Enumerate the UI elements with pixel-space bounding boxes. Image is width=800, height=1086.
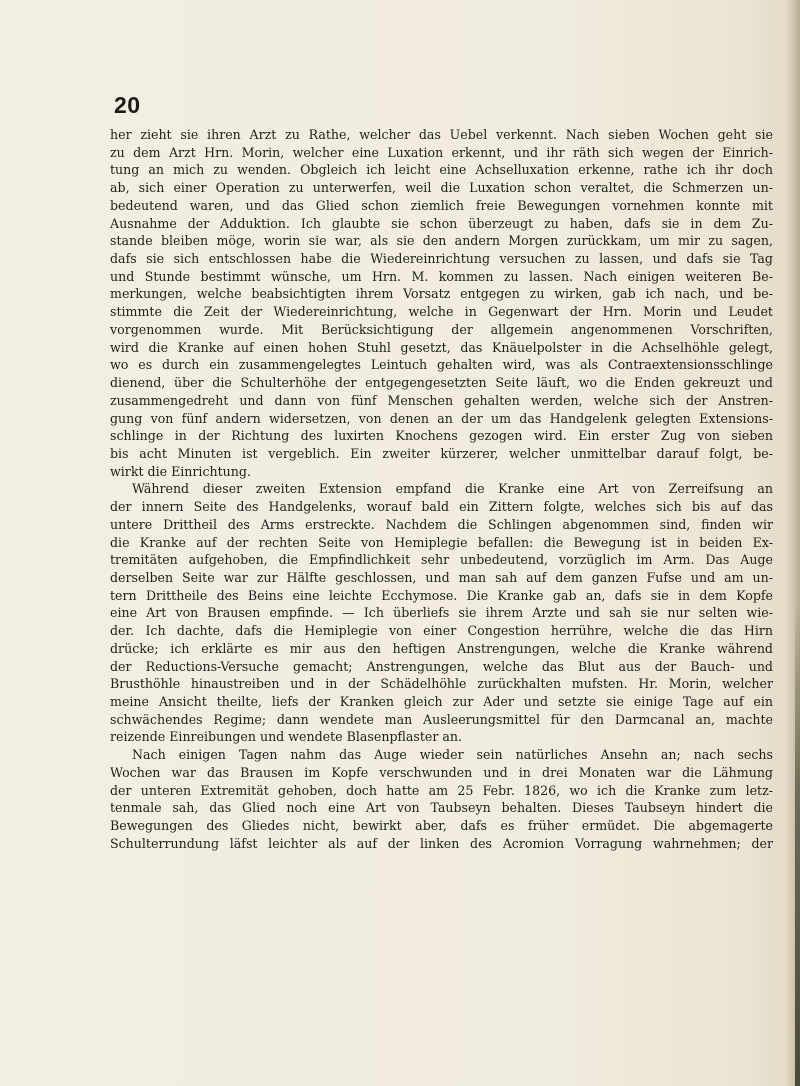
text-line: bis acht Minuten ist vergeblich. Ein zweiter kürzerer, welcher unmittelbar darauf folgt, be- — [110, 445, 773, 461]
text-line: die Kranke auf der rechten Seite von Hemiplegie befallen: die Bewegung ist in beiden Ex- — [110, 534, 773, 550]
text-line: derselben Seite war zur Hälfte geschlossen, und man sah auf dem ganzen Fufse und am un- — [110, 569, 773, 585]
text-line: tern Drittheile des Beins eine leichte Ecchymose. Die Kranke gab an, dafs sie in dem Kopfe — [110, 587, 773, 603]
text-line: reizende Einreibungen und wendete Blasenpflaster an. — [110, 729, 463, 745]
text-line: der innern Seite des Handgelenks, worauf bald ein Zittern folgte, welches sich bis auf das — [110, 499, 773, 515]
text-line: eine Art von Brausen empfinde. — Ich überliefs sie ihrem Arzte und sah sie nur selten wie- — [110, 605, 773, 621]
text-line: dafs sie sich entschlossen habe die Wiedereinrichtung versuchen zu lassen, und dafs sie Tag — [110, 251, 773, 267]
text-line: dienend, über die Schulterhöhe der entgegengesetzten Seite läuft, wo die Enden gekreuzt und — [110, 375, 773, 391]
text-line: bedeutend waren, und das Glied schon ziemlich freie Bewegungen vornehmen konnte mit — [110, 197, 773, 213]
text-line: tremitäten aufgehoben, die Empfindlichkeit sehr unbedeutend, vorzüglich im Arm. Das Auge — [110, 552, 773, 568]
text-line: der. Ich dachte, dafs die Hemiplegie von einer Congestion herrühre, welche die das Hirn — [110, 623, 773, 639]
text-line: Wochen war das Brausen im Kopfe verschwunden und in drei Monaten war die Lähmung — [110, 764, 773, 780]
text-line: der unteren Extremität gehoben, doch hatte am 25 Febr. 1826, wo ich die Kranke zum letz- — [110, 782, 773, 798]
text-line: merkungen, welche beabsichtigten ihrem Vorsatz entgegen zu wirken, gab ich nach, und be- — [110, 286, 773, 302]
text-line: tenmale sah, das Glied noch eine Art von Taubseyn behalten. Dieses Taubseyn hindert die — [110, 800, 773, 816]
text-line: zu dem Arzt Hrn. Morin, welcher eine Luxation erkennt, und ihr räth sich wegen der Einrich- — [110, 144, 773, 160]
text-line: zusammengedreht und dann von fünf Menschen gehalten werden, welche sich der Anstren- — [110, 392, 773, 408]
text-line: Bewegungen des Gliedes nicht, bewirkt aber, dafs es früher ermüdet. Die abgemagerte — [110, 818, 773, 834]
text-line: der Reductions-Versuche gemacht; Anstrengungen, welche das Blut aus der Bauch- und — [110, 658, 773, 674]
text-line: meine Ansicht theilte, liefs der Kranken gleich zur Ader und setzte sie einige Tage auf ein — [110, 694, 773, 709]
text-line: Brusthöhle hinaustreiben und in der Schädelhöhle zurückhalten mufsten. Hr. Morin, welcher — [110, 676, 773, 692]
text-line: vorgenommen wurde. Mit Berücksichtigung der allgemein angenommenen Vorschriften, — [110, 321, 773, 337]
text-line: schlinge in der Richtung des luxirten Knochens gezogen wird. Ein erster Zug von sieben — [110, 428, 773, 444]
text-line: wirkt die Einrichtung. — [110, 463, 251, 479]
text-line: untere Drittheil des Arms erstreckte. Nachdem die Schlingen abgenommen sind, finden wir — [110, 516, 773, 532]
body-text — [110, 126, 773, 852]
text-line: wo es durch ein zusammengelegtes Leintuch gehalten wird, was als Contraextensionsschlinge — [110, 357, 773, 373]
text-line: stimmte die Zeit der Wiedereinrichtung, welche in Gegenwart der Hrn. Morin und Leudet — [110, 304, 773, 320]
text-line: Nach einigen Tagen nahm das Auge wieder sein natürliches Ansehn an; nach sechs — [132, 747, 773, 763]
text-line: und Stunde bestimmt wünsche, um Hrn. M. kommen zu lassen. Nach einigen weiteren Be- — [110, 268, 773, 284]
text-line: tung an mich zu wenden. Obgleich ich leicht eine Achselluxation erkenne, rathe ich ihr doch — [110, 162, 773, 178]
page-number: 20 — [114, 92, 141, 118]
text-line: her zieht sie ihren Arzt zu Rathe, welcher das Uebel verkennt. Nach sieben Wochen geht sie — [110, 127, 773, 142]
text-line: wird die Kranke auf einen hohen Stuhl gesetzt, das Knäuelpolster in die Achselhöhle gelegt, — [110, 339, 773, 355]
text-line: Ausnahme der Adduktion. Ich glaubte sie schon überzeugt zu haben, dafs sie in dem Zu- — [110, 215, 773, 231]
text-line: ab, sich einer Operation zu unterwerfen, weil die Luxation schon veraltet, die Schmerzen un- — [110, 180, 773, 196]
text-line: Während dieser zweiten Extension empfand die Kranke eine Art von Zerreifsung an — [132, 481, 773, 497]
page-edge-binding — [795, 600, 800, 1086]
text-line: Schulterrundung läfst leichter als auf der linken des Acromion Vorragung wahrnehmen; der — [110, 835, 773, 851]
text-line: gung von fünf andern widersetzen, von denen an der um das Handgelenk gelegten Extensions- — [110, 410, 773, 426]
text-line: drücke; ich erklärte es mir aus den heftigen Anstrengungen, welche die Kranke während — [110, 640, 773, 656]
text-line: schwächendes Regime; dann wendete man Ausleerungsmittel für den Darmcanal an, machte — [110, 711, 773, 727]
text-line: stande bleiben möge, worin sie war, als sie den andern Morgen zurückkam, um mir zu sagen, — [110, 233, 773, 249]
